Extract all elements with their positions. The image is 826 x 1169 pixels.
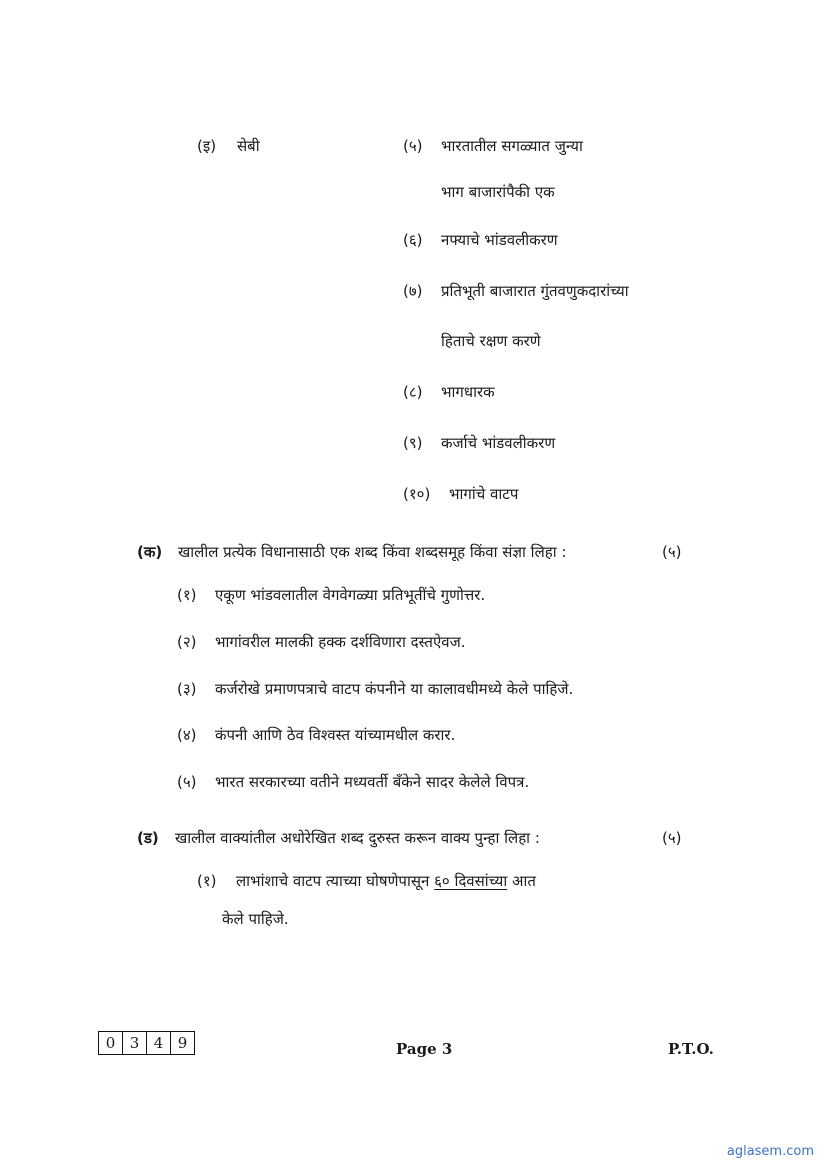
right-item-text: नफ्याचे भांडवलीकरण [441,231,558,249]
section-k-label: (क) [137,543,163,561]
question-number: (१) [197,872,217,890]
right-item-text: कर्जाचे भांडवलीकरण [441,434,556,452]
section-d-label: (ड) [137,829,159,847]
right-item-number: (९) [403,434,423,452]
paper-code-digit: 4 [147,1032,171,1054]
question-number: (२) [177,633,197,651]
right-item-number: (७) [403,282,423,300]
paper-code-digit: 0 [99,1032,123,1054]
right-item-text: हिताचे रक्षण करणे [441,332,541,350]
question-text: एकूण भांडवलातील वेगवेगळ्या प्रतिभूतींचे गुणोत्तर. [215,586,486,604]
text-before: लाभांशाचे वाटप त्याच्या घोषणेपासून [236,872,430,890]
question-number: (४) [177,726,197,744]
right-item-text: भारतातील सगळ्यात जुन्या [441,137,583,155]
left-item-text: सेबी [237,137,260,155]
left-item-number: (इ) [197,137,217,155]
section-k-heading: खालील प्रत्येक विधानासाठी एक शब्द किंवा शब्दसमूह किंवा संज्ञा लिहा : [178,543,567,561]
paper-code-digit: 9 [177,1034,188,1052]
text-after: आत [511,872,536,890]
question-text-line1 [236,871,536,891]
right-item-number: (८) [403,383,423,401]
section-d-marks: (५) [662,829,682,847]
watermark-link[interactable]: aglasem.com [726,1144,814,1159]
right-item-text: प्रतिभूती बाजारात गुंतवणुकदारांच्या [441,282,629,300]
section-k-marks: (५) [662,543,682,561]
question-text: भागांवरील मालकी हक्क दर्शविणारा दस्तऐवज. [215,633,466,651]
right-item-number: (६) [403,231,423,249]
question-number: (१) [177,586,197,604]
question-number: (५) [177,773,197,791]
question-number: (३) [177,680,197,698]
pto-label: P.T.O. [668,1040,714,1058]
underlined-phrase: ६० दिवसांच्या [434,872,508,890]
right-item-number: (१०) [403,485,431,503]
paper-code-box [98,1031,195,1055]
question-text: भारत सरकारच्या वतीने मध्यवर्ती बँकेने सादर केलेले विपत्र. [215,773,530,791]
question-text: कंपनी आणि ठेव विश्वस्त यांच्यामधील करार. [215,726,456,744]
right-item-text: भागांचे वाटप [449,485,519,503]
section-d-heading: खालील वाक्यांतील अधोरेखित शब्द दुरुस्त करून वाक्य पुन्हा लिहा : [175,829,540,847]
question-text-line2: केले पाहिजे. [222,910,289,928]
right-item-number: (५) [403,137,423,155]
paper-code-digit: 3 [123,1032,147,1054]
right-item-text: भाग बाजारांपैकी एक [441,183,555,201]
question-text: कर्जरोखे प्रमाणपत्राचे वाटप कंपनीने या कालावधीमध्ये केले पाहिजे. [215,680,574,698]
page-number: Page 3 [396,1040,453,1058]
right-item-text: भागधारक [441,383,495,401]
